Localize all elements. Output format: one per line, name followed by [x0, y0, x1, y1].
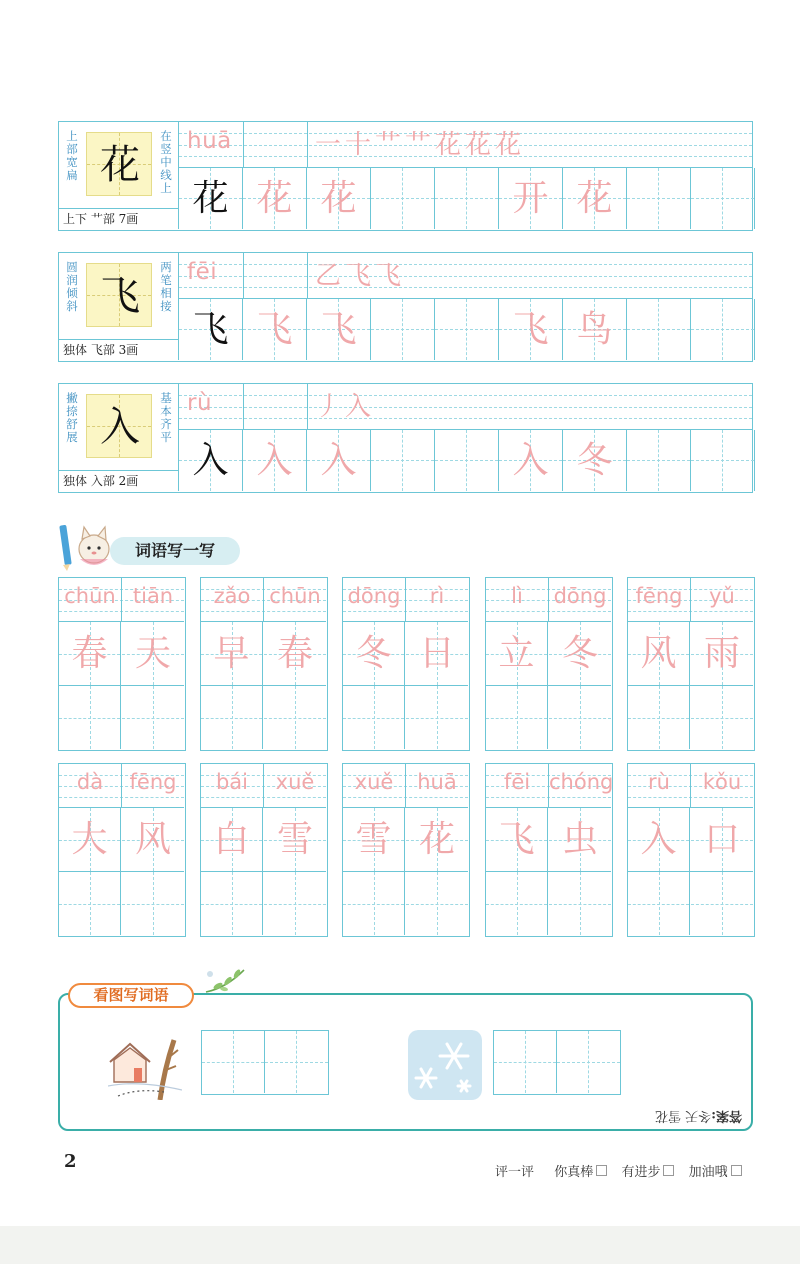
word-pinyin — [486, 578, 611, 622]
word-pinyin — [628, 764, 753, 808]
word-char-1: 飞 — [498, 819, 535, 860]
word-block — [627, 577, 755, 751]
practice-cell[interactable] — [307, 299, 371, 360]
practice-cell[interactable] — [243, 430, 307, 491]
word-pinyin-2: kǒu — [702, 770, 742, 794]
practice-cell[interactable] — [499, 299, 563, 360]
practice-char: 开 — [512, 178, 549, 219]
word-char-2: 虫 — [561, 819, 598, 860]
word-pinyin-2: fēng — [129, 770, 177, 794]
word-char-2: 口 — [703, 819, 740, 860]
word-blank-cell[interactable] — [264, 872, 326, 935]
rating-label: 评一评 — [495, 1165, 535, 1180]
word-block — [485, 763, 613, 937]
word-cell[interactable] — [406, 622, 468, 685]
char-row — [58, 252, 753, 362]
practice-char: 花 — [320, 178, 357, 219]
practice-cell[interactable] — [179, 168, 243, 229]
practice-grid — [179, 384, 752, 491]
word-cell[interactable] — [628, 808, 690, 871]
word-blank-cell[interactable] — [122, 686, 184, 749]
practice-cell[interactable] — [435, 299, 499, 360]
char-structure-info: 独体 入部 2画 — [59, 470, 179, 491]
word-blank-cell[interactable] — [486, 686, 548, 749]
word-pinyin-1: bái — [215, 770, 249, 794]
word-char-1: 大 — [71, 819, 108, 860]
model-char-box — [86, 394, 152, 458]
word-cell[interactable] — [343, 808, 405, 871]
word-block — [485, 577, 613, 751]
rating-option-progress: 有进步 — [621, 1165, 661, 1180]
practice-cell[interactable] — [435, 168, 499, 229]
practice-cell[interactable] — [627, 299, 691, 360]
word-char-1: 入 — [640, 819, 677, 860]
word-pinyin-1: fēi — [503, 770, 531, 794]
answer-grid-1[interactable] — [201, 1030, 329, 1095]
word-pinyin-2: chóng — [549, 770, 614, 794]
word-cell[interactable] — [264, 622, 326, 685]
word-cell[interactable] — [691, 622, 753, 685]
writing-tip-left: 撇捺舒展 — [66, 391, 78, 444]
word-char-1: 立 — [498, 633, 535, 674]
practice-char — [627, 168, 690, 229]
word-block — [200, 763, 328, 937]
word-blank-cell[interactable] — [201, 686, 263, 749]
practice-char — [371, 430, 434, 491]
word-blank-cell[interactable] — [201, 872, 263, 935]
word-block — [200, 577, 328, 751]
pinyin: huā — [187, 128, 232, 154]
page-number: 2 — [64, 1151, 77, 1172]
snowflakes-icon — [408, 1030, 482, 1100]
practice-cell[interactable] — [563, 299, 627, 360]
word-blank-cell[interactable] — [122, 872, 184, 935]
char-row — [58, 121, 753, 231]
sprig-icon — [200, 964, 250, 996]
word-cell[interactable] — [343, 622, 405, 685]
writing-tip-left: 圆润倾斜 — [66, 260, 78, 313]
practice-cell[interactable] — [691, 168, 755, 229]
picture-section-title: 看图写词语 — [68, 983, 194, 1008]
word-pinyin-2: yǔ — [709, 584, 735, 608]
model-char: 入 — [100, 404, 140, 450]
word-block — [342, 577, 470, 751]
practice-cell[interactable] — [563, 168, 627, 229]
word-blank-cell[interactable] — [59, 872, 121, 935]
practice-cell[interactable] — [371, 430, 435, 491]
word-cell[interactable] — [486, 808, 548, 871]
words-section-title: 词语写一写 — [110, 537, 240, 565]
practice-char: 飞 — [192, 309, 229, 350]
word-pinyin-2: chūn — [269, 584, 321, 608]
word-block — [627, 763, 755, 937]
practice-char: 入 — [256, 440, 293, 481]
practice-cell[interactable] — [371, 168, 435, 229]
word-cell[interactable] — [59, 808, 121, 871]
practice-grid — [179, 253, 752, 360]
winter-scene-icon — [108, 1030, 182, 1100]
answer-grid-2[interactable] — [493, 1030, 621, 1095]
practice-char — [371, 299, 434, 360]
word-char-2: 花 — [418, 819, 455, 860]
word-char-1: 风 — [640, 633, 677, 674]
word-pinyin-2: rì — [429, 584, 445, 608]
rating-option-keep-going: 加油哦 — [688, 1165, 728, 1180]
practice-cell[interactable] — [243, 299, 307, 360]
word-pinyin-2: tiān — [132, 584, 174, 608]
practice-cell[interactable] — [307, 168, 371, 229]
pinyin: fēi — [187, 259, 218, 285]
practice-cell[interactable] — [627, 168, 691, 229]
answer-text: 冬天 雪花 — [655, 1108, 712, 1123]
practice-char: 花 — [576, 178, 613, 219]
word-char-2: 风 — [134, 819, 171, 860]
practice-char — [691, 168, 754, 229]
word-block — [58, 763, 186, 937]
word-cell[interactable] — [549, 622, 611, 685]
word-cell[interactable] — [486, 622, 548, 685]
word-cell[interactable] — [549, 808, 611, 871]
practice-cell[interactable] — [371, 299, 435, 360]
word-blank-cell[interactable] — [343, 686, 405, 749]
word-char-1: 早 — [213, 633, 250, 674]
practice-cell[interactable] — [435, 430, 499, 491]
self-rating — [495, 1161, 752, 1180]
rating-option-great: 你真棒 — [554, 1165, 594, 1180]
word-cell[interactable] — [122, 808, 184, 871]
practice-char: 入 — [192, 440, 229, 481]
word-char-1: 雪 — [355, 819, 392, 860]
word-blank-cell[interactable] — [406, 872, 468, 935]
word-pinyin — [201, 578, 326, 622]
word-cell[interactable] — [201, 622, 263, 685]
practice-char: 入 — [512, 440, 549, 481]
answer-label: 答案: — [711, 1108, 742, 1123]
char-structure-info: 上下 艹部 7画 — [59, 208, 179, 229]
practice-char: 鸟 — [576, 309, 613, 350]
cat-pencil-mascot-icon — [58, 519, 118, 571]
practice-cell[interactable] — [691, 299, 755, 360]
practice-cell[interactable] — [179, 430, 243, 491]
model-char-box — [86, 263, 152, 327]
char-info-panel — [59, 384, 179, 491]
practice-char — [435, 430, 498, 491]
word-blank-cell[interactable] — [628, 686, 690, 749]
practice-cell[interactable] — [243, 168, 307, 229]
word-pinyin — [486, 764, 614, 808]
practice-char — [435, 299, 498, 360]
word-block — [58, 577, 186, 751]
practice-cell[interactable] — [691, 430, 755, 491]
word-pinyin — [343, 764, 468, 808]
rating-checkbox-great[interactable] — [596, 1165, 607, 1176]
practice-char — [691, 430, 754, 491]
practice-cell[interactable] — [563, 430, 627, 491]
model-char: 飞 — [100, 273, 140, 319]
practice-char — [435, 168, 498, 229]
word-blank-cell[interactable] — [343, 872, 405, 935]
page-bottom-band — [0, 1226, 800, 1264]
word-pinyin-2: huā — [417, 770, 457, 794]
word-pinyin — [59, 764, 184, 808]
stroke-order: 乙飞飞 — [315, 261, 406, 291]
practice-cell[interactable] — [307, 430, 371, 491]
practice-char: 飞 — [512, 309, 549, 350]
word-blank-cell[interactable] — [691, 872, 753, 935]
pinyin-strip — [179, 384, 752, 430]
char-structure-info: 独体 飞部 3画 — [59, 339, 179, 360]
practice-char: 入 — [320, 440, 357, 481]
char-info-panel — [59, 253, 179, 360]
practice-char — [627, 430, 690, 491]
word-pinyin-1: lì — [511, 584, 523, 608]
word-cell[interactable] — [201, 808, 263, 871]
word-char-1: 冬 — [355, 633, 392, 674]
practice-cell[interactable] — [499, 430, 563, 491]
word-char-2: 天 — [134, 633, 171, 674]
word-blank-cell[interactable] — [549, 686, 611, 749]
word-blank-cell[interactable] — [691, 686, 753, 749]
word-cell[interactable] — [59, 622, 121, 685]
word-char-2: 雨 — [703, 633, 740, 674]
practice-grid — [179, 122, 752, 229]
word-pinyin-1: dà — [76, 770, 104, 794]
practice-char: 冬 — [576, 440, 613, 481]
word-pinyin-1: xuě — [354, 770, 394, 794]
word-char-2: 日 — [418, 633, 455, 674]
practice-char — [371, 168, 434, 229]
word-block — [342, 763, 470, 937]
word-blank-cell[interactable] — [264, 686, 326, 749]
word-pinyin-2: xuě — [275, 770, 315, 794]
word-cell[interactable] — [691, 808, 753, 871]
pinyin-strip — [179, 122, 752, 168]
pinyin-strip — [179, 253, 752, 299]
model-char: 花 — [100, 142, 140, 188]
stroke-order: 丿入 — [315, 392, 376, 422]
practice-cell[interactable] — [499, 168, 563, 229]
writing-tip-right: 两笔相接 — [160, 260, 172, 313]
word-char-1: 春 — [71, 633, 108, 674]
word-blank-cell[interactable] — [628, 872, 690, 935]
word-pinyin-1: rù — [648, 770, 670, 794]
word-pinyin-2: dōng — [553, 584, 607, 608]
practice-char: 飞 — [320, 309, 357, 350]
model-char-box — [86, 132, 152, 196]
upside-down-answer — [612, 1107, 742, 1123]
word-pinyin-1: fēng — [635, 584, 683, 608]
word-pinyin-1: zǎo — [213, 584, 251, 608]
word-char-2: 春 — [276, 633, 313, 674]
word-cell[interactable] — [264, 808, 326, 871]
practice-char — [691, 299, 754, 360]
word-blank-cell[interactable] — [59, 686, 121, 749]
word-pinyin — [201, 764, 326, 808]
word-cell[interactable] — [122, 622, 184, 685]
word-cell[interactable] — [628, 622, 690, 685]
word-char-1: 白 — [213, 819, 250, 860]
word-pinyin-1: dōng — [347, 584, 401, 608]
word-pinyin — [628, 578, 753, 622]
word-pinyin — [343, 578, 468, 622]
practice-char: 飞 — [256, 309, 293, 350]
word-char-2: 冬 — [561, 633, 598, 674]
practice-char — [627, 299, 690, 360]
stroke-order: 一十艹艹花花花 — [315, 130, 526, 160]
practice-cell[interactable] — [179, 299, 243, 360]
practice-char: 花 — [256, 178, 293, 219]
practice-char: 花 — [192, 178, 229, 219]
word-cell[interactable] — [406, 808, 468, 871]
rating-checkbox-progress[interactable] — [663, 1165, 674, 1176]
word-blank-cell[interactable] — [486, 872, 548, 935]
char-row — [58, 383, 753, 493]
pinyin: rù — [187, 390, 213, 416]
word-blank-cell[interactable] — [406, 686, 468, 749]
char-info-panel — [59, 122, 179, 229]
rating-checkbox-keep-going[interactable] — [731, 1165, 742, 1176]
writing-tip-right: 在竖中线上 — [160, 129, 172, 195]
word-blank-cell[interactable] — [549, 872, 611, 935]
practice-cell[interactable] — [627, 430, 691, 491]
word-char-2: 雪 — [276, 819, 313, 860]
word-pinyin — [59, 578, 184, 622]
word-pinyin-1: chūn — [64, 584, 116, 608]
writing-tip-right: 基本齐平 — [160, 391, 172, 444]
writing-tip-left: 上部宽扁 — [66, 129, 78, 182]
